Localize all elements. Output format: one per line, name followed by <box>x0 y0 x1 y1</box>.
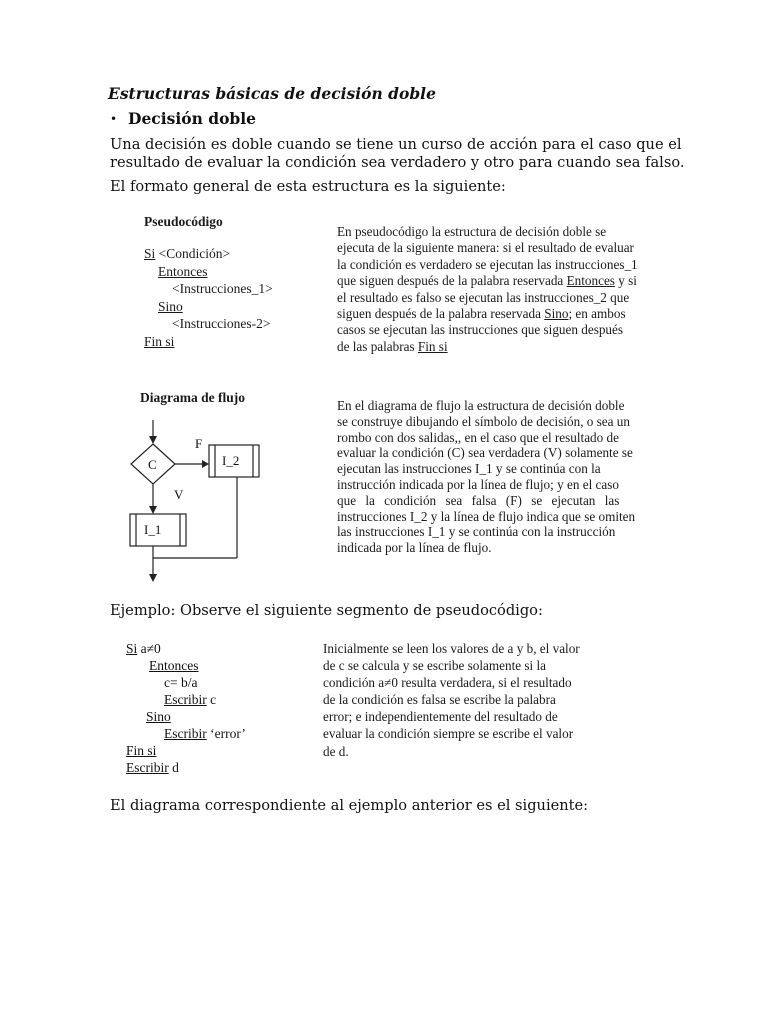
intro-line: Una decisión es doble cuando se tiene un curso de acción para el caso que el <box>110 136 682 153</box>
keyword-sino: Sino <box>146 709 171 724</box>
keyword-escribir: Escribir <box>164 692 207 707</box>
desc-text: ; en ambos <box>568 306 626 322</box>
code-line-si <box>126 640 296 657</box>
keyword-fin-si: Fin si <box>144 334 175 349</box>
true-branch-arrowhead <box>149 506 157 514</box>
flow-exit-arrowhead <box>149 574 157 582</box>
desc-line <box>337 273 669 289</box>
desc-line: que la condición sea falsa (F) se ejecutan las <box>337 492 620 508</box>
i2-label: I_2 <box>222 453 240 468</box>
code-line-assign: c= b/a <box>164 675 198 690</box>
desc-line: ejecutan las instrucciones I_1 y se continúa con la <box>337 461 601 477</box>
intro-line: resultado de evaluar la condición sea verdadero y otro para cuando sea falso. <box>110 154 685 171</box>
desc-text: siguen después de la palabra reservada <box>337 306 545 322</box>
flowchart-description <box>337 398 669 556</box>
pseudo-line-si <box>144 246 314 263</box>
example-code-block <box>126 640 296 776</box>
desc-line: evaluar la condición siempre se escribe el valor <box>323 726 574 742</box>
code-text: d <box>168 760 179 775</box>
code-line-escribir-c <box>126 691 296 708</box>
code-text: a≠0 <box>137 641 161 656</box>
desc-line <box>337 306 669 322</box>
desc-line: rombo con dos salidas,, en el caso que el resultado de <box>337 429 619 445</box>
desc-keyword-fin-si: Fin si <box>417 338 448 354</box>
desc-line: indicada por la línea de flujo. <box>337 540 492 556</box>
desc-line: condición a≠0 resulta verdadera, si el resultado <box>323 675 572 691</box>
format-line: El formato general de esta estructura es la siguiente: <box>110 178 506 195</box>
flowchart-diagram <box>118 418 278 590</box>
desc-line: En el diagrama de flujo la estructura de decisión doble <box>337 398 625 413</box>
keyword-entonces: Entonces <box>158 264 208 279</box>
desc-line: En pseudocódigo la estructura de decisión doble se <box>337 224 607 239</box>
decision-label: C <box>148 457 157 472</box>
desc-line: las instrucciones I_1 y se continúa con la instrucción <box>337 524 616 540</box>
i1-label: I_1 <box>144 522 162 537</box>
desc-text: de las palabras <box>337 338 418 354</box>
desc-line: la condición es verdadero se ejecutan las instrucciones_1 <box>337 256 638 272</box>
code-line-escribir-error <box>126 725 296 742</box>
desc-line: ejecuta de la siguiente manera: si el resultado de evaluar <box>337 240 634 256</box>
code-line-escribir-d <box>126 759 296 776</box>
desc-text: que siguen después de la palabra reservada <box>337 273 567 289</box>
code-text: c <box>206 692 217 707</box>
desc-line <box>337 339 669 355</box>
closing-line: El diagrama correspondiente al ejemplo anterior es el siguiente: <box>110 797 589 814</box>
flow-entry-arrowhead <box>149 436 157 444</box>
condition-text: <Condición> <box>155 246 231 261</box>
false-label: F <box>195 436 203 451</box>
example-description <box>323 640 631 760</box>
desc-line: casos se ejecutan las instrucciones que siguen después <box>337 322 624 338</box>
desc-line: instrucción indicada por la línea de flujo; y en el caso <box>337 476 619 492</box>
true-label: V <box>174 487 184 502</box>
example-line: Ejemplo: Observe el siguiente segmento de pseudocódigo: <box>110 602 543 619</box>
desc-line: se construye dibujando el símbolo de decisión, o sea un <box>337 413 630 429</box>
keyword-si: Si <box>126 641 138 656</box>
section-heading: Estructuras básicas de decisión doble <box>108 84 436 103</box>
desc-line: de la condición es falsa se escribe la palabra <box>323 692 556 708</box>
bullet-dot: • <box>110 112 118 126</box>
desc-line: de c se calcula y se escribe solamente si la <box>323 658 546 674</box>
desc-line: error; e independientemente del resultado de <box>323 709 558 725</box>
pseudo-instr-2: <Instrucciones-2> <box>172 316 271 331</box>
desc-line: Inicialmente se leen los valores de a y b, el valor <box>323 641 580 656</box>
subsection-title: Decisión doble <box>128 109 257 128</box>
desc-text: y si <box>614 273 637 289</box>
keyword-sino: Sino <box>158 299 183 314</box>
code-text: ‘error’ <box>206 726 246 741</box>
code-line-fin-si <box>126 742 296 759</box>
desc-keyword-sino: Sino <box>544 306 569 322</box>
keyword-entonces: Entonces <box>149 658 199 673</box>
code-line-entonces <box>126 657 296 674</box>
desc-line: evaluar la condición (C) sea verdadera (V) solamente se <box>337 445 633 461</box>
pseudocode-block <box>144 214 314 351</box>
desc-line: de d. <box>323 743 349 759</box>
pseudocode-title: Pseudocódigo <box>144 214 223 229</box>
keyword-escribir: Escribir <box>126 760 169 775</box>
pseudocode-description <box>337 224 669 355</box>
false-branch-arrowhead <box>202 460 209 468</box>
desc-line: el resultado es falso se ejecutan las instrucciones_2 que <box>337 289 630 305</box>
code-line-sino <box>126 708 296 725</box>
desc-line: instrucciones I_2 y la línea de flujo indica que se omiten <box>337 508 636 524</box>
keyword-escribir: Escribir <box>164 726 207 741</box>
flowchart-title: Diagrama de flujo <box>140 390 245 405</box>
keyword-fin-si: Fin si <box>126 743 157 758</box>
desc-keyword-entonces: Entonces <box>566 273 615 289</box>
pseudo-instr-1: <Instrucciones_1> <box>172 281 273 296</box>
keyword-si: Si <box>144 246 156 261</box>
intro-paragraph <box>110 136 685 172</box>
